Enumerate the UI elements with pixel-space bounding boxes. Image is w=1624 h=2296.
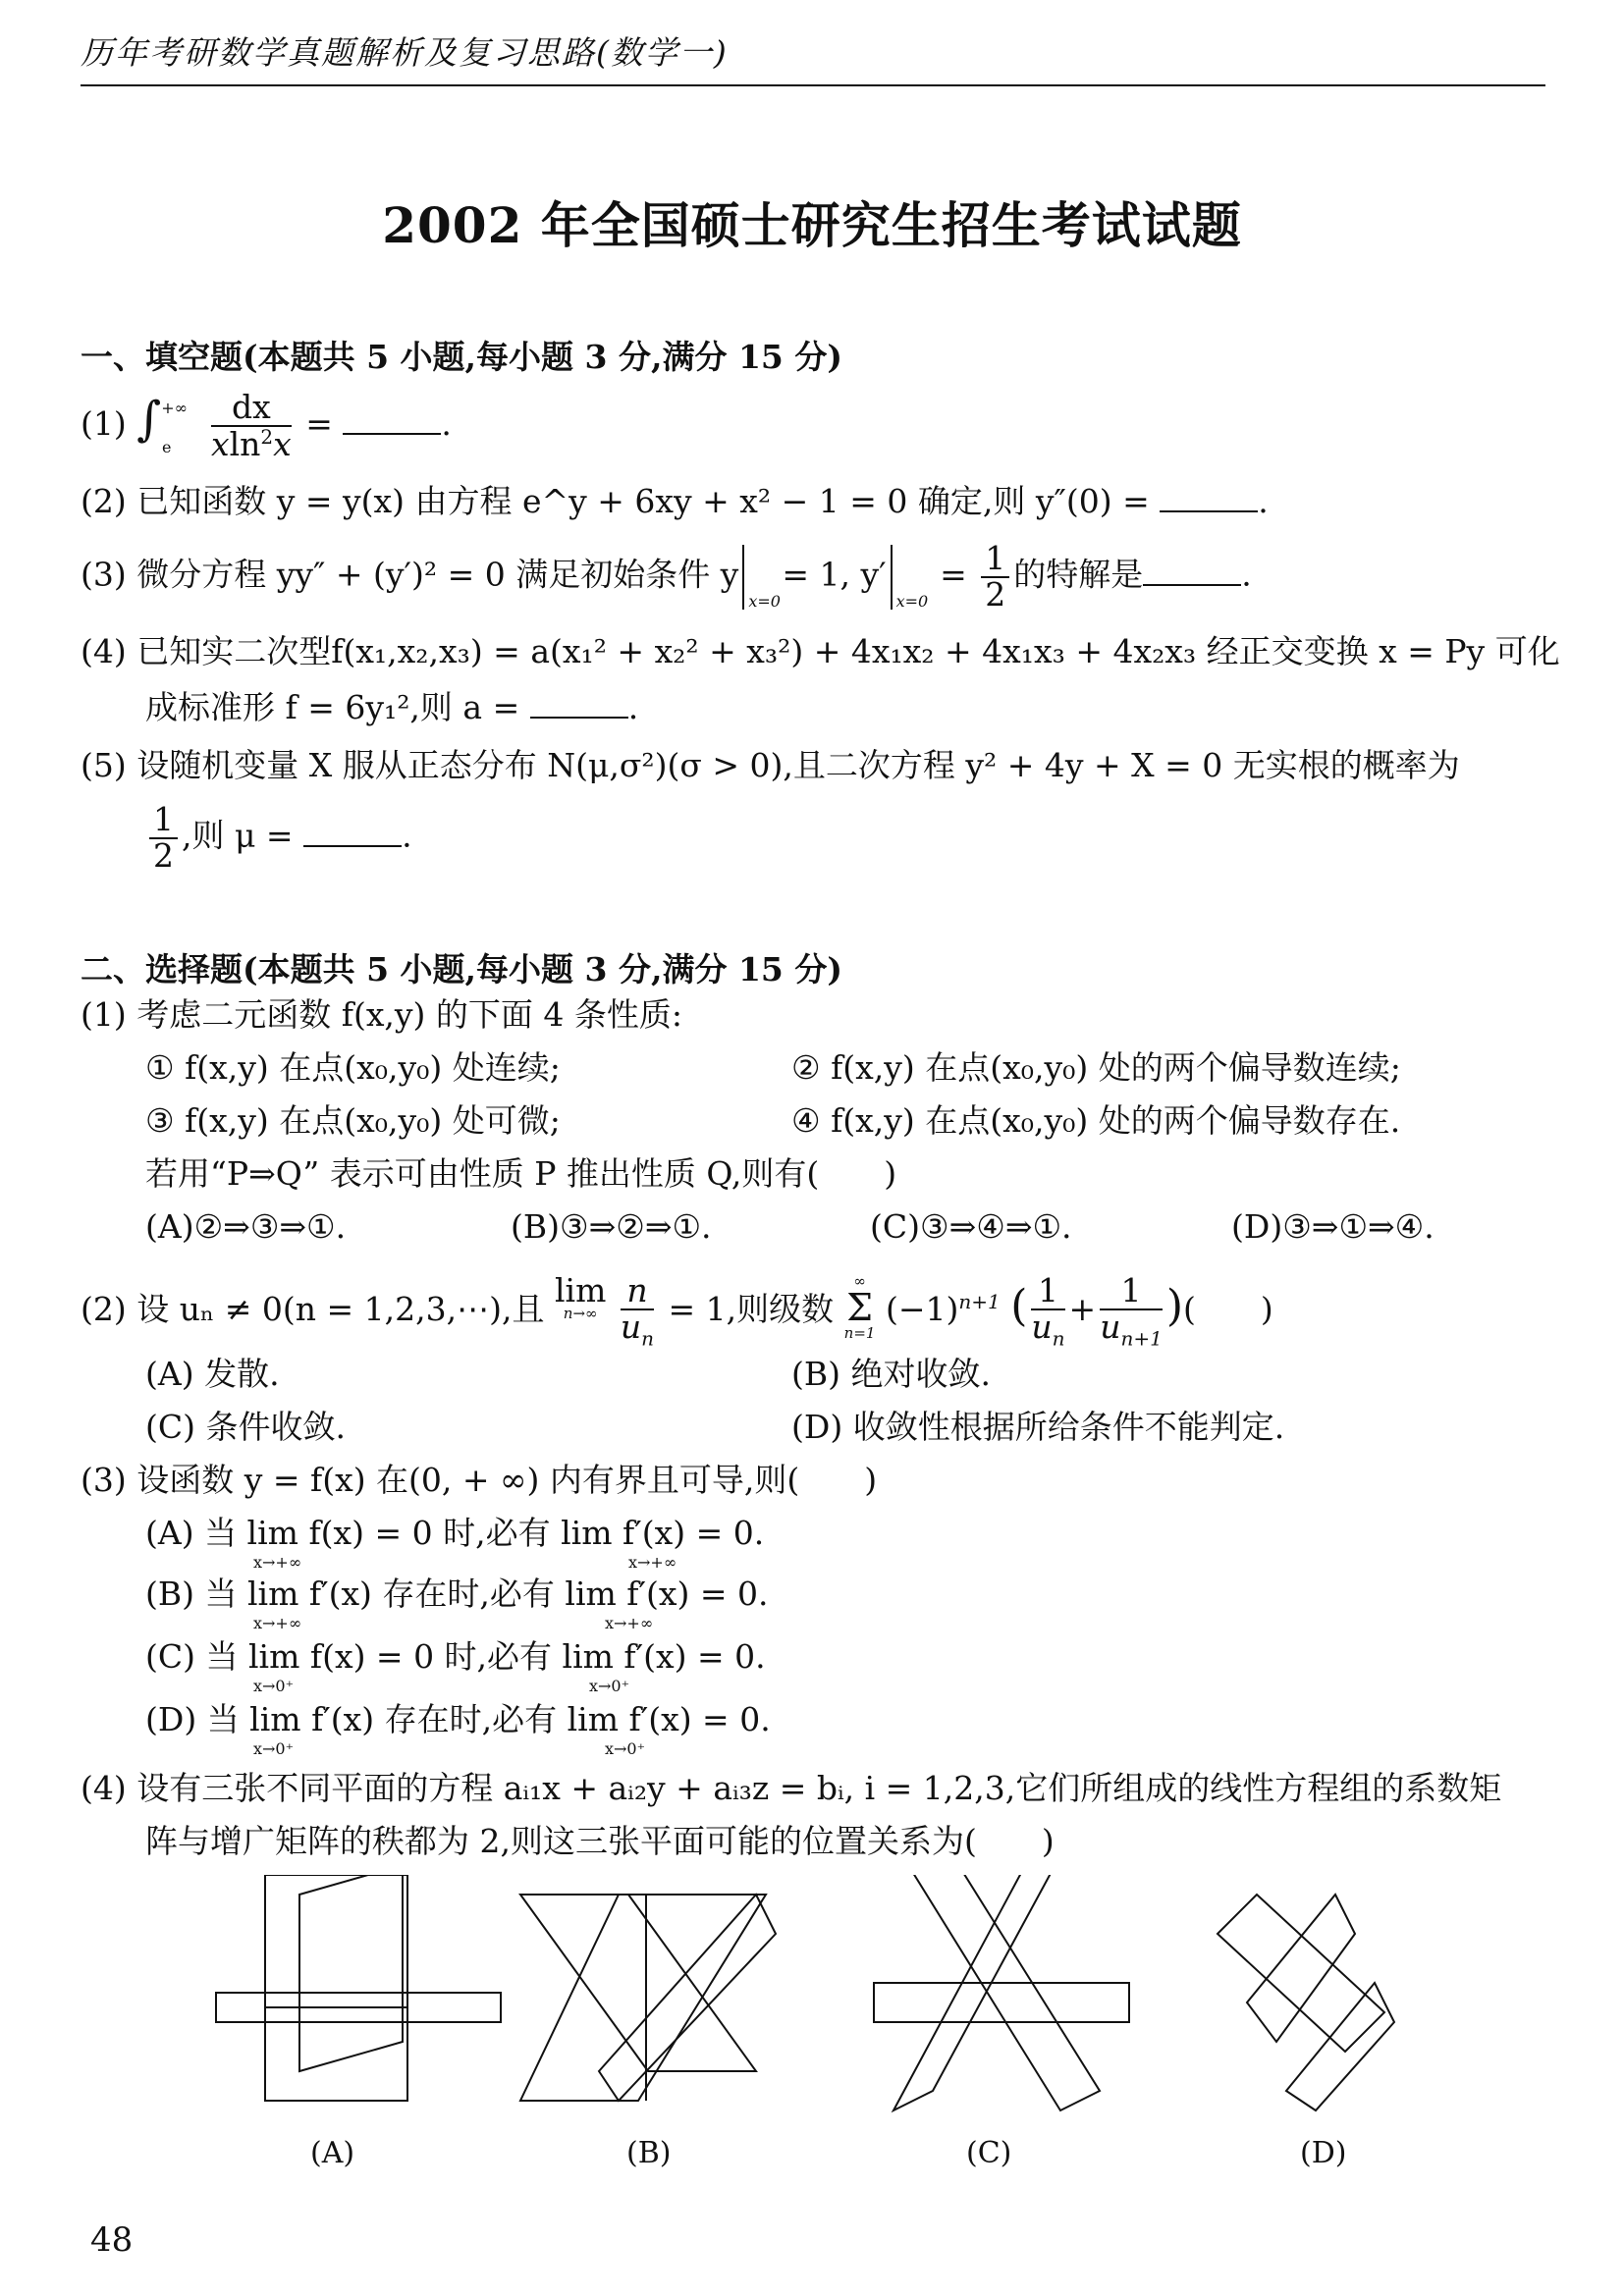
figure-a [216, 1875, 501, 2101]
header-rule [81, 84, 1545, 86]
s2-q3-stem: (3) 设函数 y = f(x) 在(0, + ∞) 内有界且可导,则( ) [81, 1461, 878, 1499]
page-title: 2002 年全国硕士研究生招生考试试题 [382, 196, 1242, 254]
s2-q3-option-c[interactable]: (C) 当 lim f(x) = 0 时,必有 lim f′(x) = 0. [145, 1637, 766, 1676]
answer-blank-4[interactable] [530, 687, 628, 719]
s2-q1-p3: ③ f(x,y) 在点(x₀,y₀) 处可微; [145, 1101, 561, 1140]
s2-q3-option-b[interactable]: (B) 当 lim f′(x) 存在时,必有 lim f′(x) = 0. [145, 1575, 769, 1613]
integral-sign: ∫ [136, 392, 162, 448]
answer-blank-1[interactable] [343, 403, 441, 435]
s2-q1-option-d[interactable]: (D)③⇒①⇒④. [1231, 1207, 1435, 1246]
fig-label-d: (D) [1300, 2136, 1347, 2170]
s2-q1-ask: 若用“P⇒Q” 表示可由性质 P 推出性质 Q,则有( ) [145, 1154, 897, 1193]
fig-label-b: (B) [626, 2136, 672, 2170]
fig-b-plane-2 [599, 1895, 776, 2101]
s2-q1-option-b[interactable]: (B)③⇒②⇒①. [511, 1207, 712, 1246]
s2-q1-option-a[interactable]: (A)②⇒③⇒①. [145, 1207, 347, 1246]
sum-sign: ∞ Σ n=1 [843, 1272, 876, 1342]
integral-limits: +∞ [161, 399, 188, 418]
prob-fraction: $\frac{1}{2}$ [149, 803, 178, 873]
s1-q5-line2 [145, 800, 412, 875]
fig-a-vertical-plane-1 [265, 1875, 407, 2101]
s1-q4-tail: . [627, 688, 639, 726]
s2-q1-p2: ② f(x,y) 在点(x₀,y₀) 处的两个偏导数连续; [791, 1048, 1401, 1087]
s2-q2-option-c[interactable]: (C) 条件收敛. [145, 1408, 346, 1446]
s2-q2-mid: = 1,则级数 [668, 1290, 835, 1329]
integrand-fraction: $\frac{dx}{xln^2x}$ [210, 388, 292, 463]
frac-1-un: $\frac{1}{u_n}$ [1031, 1271, 1065, 1351]
lim-sub-d1: x→0⁺ [253, 1739, 295, 1758]
s1-q4-line2-text: 成标准形 f = 6y₁²,则 a = [145, 688, 530, 726]
lim-sub-b2: x→+∞ [605, 1614, 654, 1632]
s2-q2-stem-text: (2) 设 uₙ ≠ 0(n = 1,2,3,⋯),且 [81, 1290, 545, 1329]
fig-c-plane-3 [893, 1875, 1060, 2110]
lim-sub-d2: x→0⁺ [605, 1739, 646, 1758]
answer-blank-3[interactable] [1143, 555, 1241, 586]
s2-q3-option-d[interactable]: (D) 当 lim f′(x) 存在时,必有 lim f′(x) = 0. [145, 1700, 771, 1738]
s1-q1: (1) $\int^{+\infty}_e$ $\frac{dx}{xln^2x}$ = . [81, 388, 452, 463]
s1-q3-tail: . [1241, 555, 1252, 594]
s1-q2-text: (2) 已知函数 y = y(x) 由方程 e^y + 6xy + x² − 1 = 0 确定,则 y″(0) = [81, 482, 1161, 520]
s1-q4-line1: (4) 已知实二次型f(x₁,x₂,x₃) = a(x₁² + x₂² + x₃²) + 4x₁x₂ + 4x₁x₃ + 4x₂x₃ 经正交变换 x = Py 可化 [81, 632, 1560, 670]
s2-q1-option-c[interactable]: (C)③⇒④⇒①. [870, 1207, 1072, 1246]
section-2-heading: 二、选择题(本题共 5 小题,每小题 3 分,满分 15 分) [81, 950, 842, 988]
s1-q2-tail: . [1258, 482, 1269, 520]
s2-q2-end: ( ) [1183, 1290, 1273, 1329]
lim-sub-c2: x→0⁺ [589, 1677, 630, 1695]
fig-d-plane-2 [1247, 1895, 1355, 2042]
s2-q1-stem: (1) 考虑二元函数 f(x,y) 的下面 4 条性质: [81, 995, 683, 1034]
paren-close: ) [1165, 1281, 1184, 1332]
s2-q2-option-d[interactable]: (D) 收敛性根据所给条件不能判定. [791, 1408, 1285, 1446]
s1-q5-tail: . [402, 816, 412, 855]
s1-q3-post: 的特解是 [1013, 555, 1144, 594]
lim-sub-c1: x→0⁺ [253, 1677, 295, 1695]
s1-q4-line2 [145, 687, 638, 727]
s2-q3-option-a[interactable]: (A) 当 lim f(x) = 0 时,必有 lim f′(x) = 0. [145, 1514, 765, 1552]
answer-blank-2[interactable] [1160, 481, 1258, 512]
s1-q3-mid: = 1, y′ [782, 555, 887, 594]
s2-q2-option-a[interactable]: (A) 发散. [145, 1355, 280, 1393]
fig-b-plane-1 [520, 1895, 756, 2071]
s2-q2-stem: (2) 设 uₙ ≠ 0(n = 1,2,3,⋯),且 lim n→∞ $\frac{n}{u_n}$ = 1,则级数 ∞ Σ n=1 $(-1)^{n+1}$ ( $\frac{1}{u_n}$ + $\frac{1}{u_{n+1}}$ )( ) [81, 1271, 1273, 1351]
paren-open: ( [1010, 1281, 1028, 1332]
eval-bar-2: x=0 [891, 545, 926, 610]
figure-d [1218, 1895, 1394, 2110]
s2-q4-line1: (4) 设有三张不同平面的方程 aᵢ₁x + aᵢ₂y + aᵢ₃z = bᵢ, i = 1,2,3,它们所组成的线性方程组的系数矩 [81, 1769, 1502, 1807]
page-number: 48 [90, 2220, 134, 2260]
lim-sub-b1: x→+∞ [253, 1614, 302, 1632]
s1-q3: (3) 微分方程 yy″ + (y′)² = 0 满足初始条件 y x=0 = 1, y′ x=0 = $\frac{1}{2}$ 的特解是 . [81, 539, 1252, 614]
n-over-un: $\frac{n}{u_n}$ [620, 1271, 655, 1351]
figure-b [520, 1895, 776, 2101]
section-1-heading: 一、填空题(本题共 5 小题,每小题 3 分,满分 15 分) [81, 338, 842, 376]
answer-blank-5[interactable] [303, 816, 402, 847]
s2-q1-p1: ① f(x,y) 在点(x₀,y₀) 处连续; [145, 1048, 561, 1087]
fig-label-c: (C) [966, 2136, 1012, 2170]
figure-c [874, 1875, 1129, 2110]
eval-bar-1: x=0 [742, 545, 778, 610]
lim-n-inf: lim n→∞ [554, 1271, 607, 1322]
lim-sub-a2: x→+∞ [628, 1553, 677, 1572]
s2-q1-p4: ④ f(x,y) 在点(x₀,y₀) 处的两个偏导数存在. [791, 1101, 1401, 1140]
s2-q2-option-b[interactable]: (B) 绝对收敛. [791, 1355, 991, 1393]
lim-sub-a1: x→+∞ [253, 1553, 302, 1572]
s1-q2 [81, 481, 1269, 521]
fig-label-a: (A) [310, 2136, 355, 2170]
s1-q3-pre: (3) 微分方程 yy″ + (y′)² = 0 满足初始条件 y [81, 555, 739, 594]
s1-q1-tail: . [441, 404, 452, 444]
s2-q4-line2: 阵与增广矩阵的秩都为 2,则这三张平面可能的位置关系为( ) [145, 1822, 1055, 1860]
frac-1-un1: $\frac{1}{u_{n+1}}$ [1100, 1271, 1163, 1351]
fig-d-plane-1 [1218, 1895, 1384, 2052]
plane-figures [196, 1875, 1473, 2130]
half-fraction: $\frac{1}{2}$ [981, 542, 1009, 612]
integral-lower: e [162, 438, 172, 457]
s1-q1-label: (1) [81, 404, 127, 444]
s1-q5-line2-text: ,则 μ = [182, 816, 304, 855]
s1-q5-line1: (5) 设随机变量 X 服从正态分布 N(μ,σ²)(σ > 0),且二次方程 y² + 4y + X = 0 无实根的概率为 [81, 746, 1460, 784]
running-header: 历年考研数学真题解析及复习思路(数学一) [81, 33, 729, 72]
